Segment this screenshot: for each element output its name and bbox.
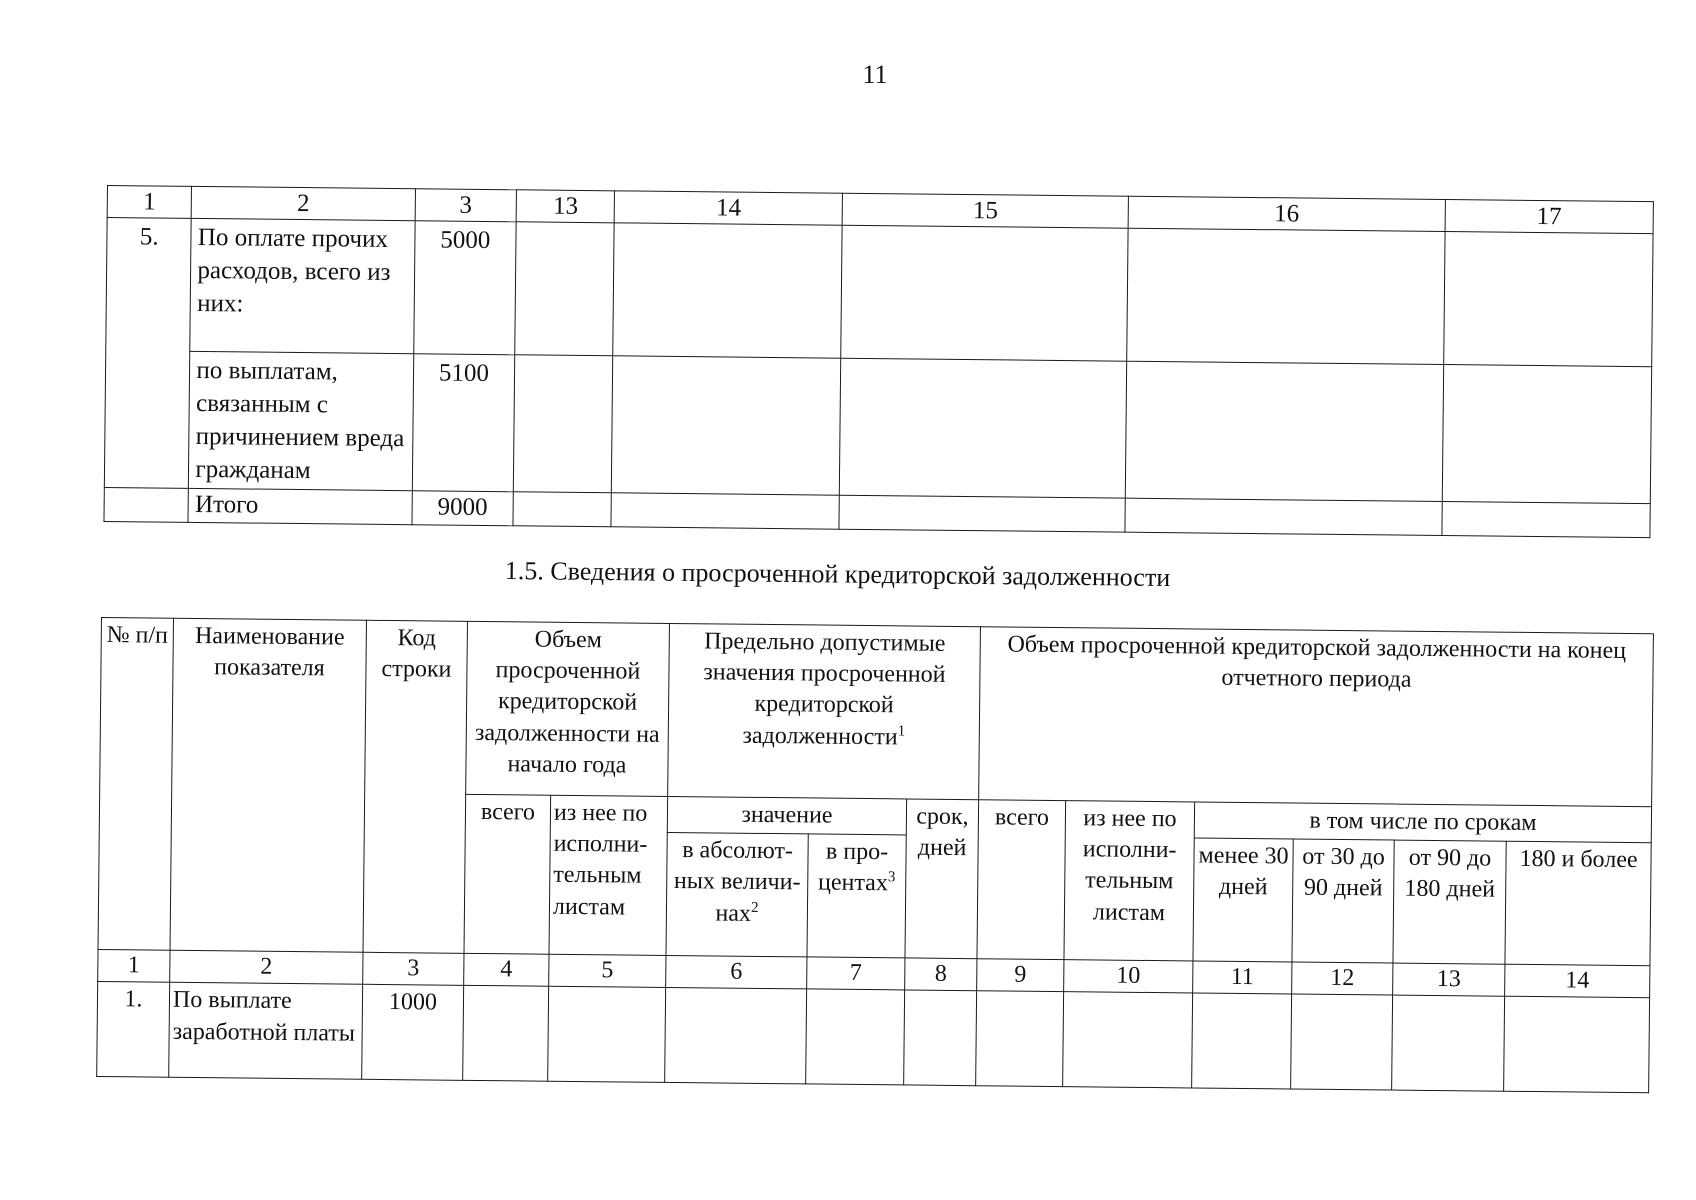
header-line-code: Код строки	[363, 620, 467, 953]
empty-cell	[1125, 498, 1442, 535]
header-value: значение	[667, 796, 906, 835]
column-number: 13	[516, 190, 615, 223]
row-name: Итого	[188, 489, 412, 525]
column-number: 3	[363, 952, 464, 985]
column-number: 2	[170, 950, 363, 984]
column-number: 3	[415, 189, 517, 222]
header-row	[100, 618, 1654, 807]
table-row	[104, 351, 1651, 504]
empty-cell	[548, 987, 666, 1083]
header-90-180: от 90 до 180 дней	[1393, 840, 1506, 964]
column-number: 14	[1505, 964, 1650, 998]
header-days: срок, дней	[905, 799, 979, 959]
empty-cell	[515, 222, 615, 356]
column-number: 1	[107, 186, 192, 219]
row-code: 1000	[362, 985, 464, 1081]
table-row	[97, 982, 1650, 1093]
empty-cell	[806, 989, 905, 1085]
header-indicator-name: Наименование показателя	[170, 618, 366, 952]
empty-cell	[1126, 361, 1444, 501]
header-terms: в том числе по срокам	[1194, 802, 1651, 843]
header-limits: Предельно допустимые значения просроченной кредиторской задолженности$^1$	[668, 623, 981, 799]
row-number: 1.	[97, 982, 170, 1078]
empty-cell	[1443, 232, 1653, 367]
header-total: всего	[464, 794, 551, 954]
row-name: По выплате заработной платы	[169, 983, 363, 1080]
expenses-table	[103, 185, 1653, 538]
empty-cell	[1291, 994, 1393, 1090]
header-30-90: от 30 до 90 дней	[1292, 839, 1394, 963]
overdue-payables-table	[96, 617, 1654, 1094]
column-number: 6	[666, 956, 807, 990]
header-total: всего	[977, 800, 1066, 960]
column-number: 2	[192, 186, 416, 221]
table-row	[106, 218, 1653, 367]
column-number: 17	[1445, 200, 1654, 234]
header-absolute: в абсолют-ных величи-нах$^2$	[666, 833, 808, 957]
empty-cell	[513, 355, 613, 493]
page-number: 11	[862, 60, 888, 89]
row-code: 5100	[412, 354, 515, 492]
empty-cell	[1504, 997, 1650, 1094]
column-number: 16	[1128, 196, 1445, 232]
column-number: 13	[1393, 963, 1505, 996]
empty-cell	[513, 492, 612, 527]
empty-cell	[976, 991, 1064, 1087]
column-number: 4	[464, 954, 549, 987]
empty-cell	[1392, 995, 1505, 1091]
empty-cell	[613, 223, 842, 358]
empty-cell	[612, 356, 841, 495]
column-number: 10	[1064, 960, 1193, 994]
header-percent: в про-центах$^3$	[807, 834, 906, 958]
empty-cell	[1127, 228, 1445, 364]
row-code: 9000	[412, 491, 514, 526]
empty-cell	[611, 493, 839, 529]
column-number: 5	[549, 954, 666, 987]
empty-cell	[1442, 365, 1652, 504]
row-name: по выплатам, связанным с причинением вреда гражданам	[189, 352, 414, 491]
empty-cell	[839, 358, 1127, 498]
row-number	[104, 488, 189, 522]
empty-cell	[841, 225, 1129, 361]
header-exec-docs: из нее по исполни-тельным листам	[549, 795, 668, 955]
row-number: 5.	[104, 218, 191, 489]
header-volume-end: Объем просроченной кредиторской задолженности на конец отчетного периода	[979, 627, 1654, 807]
header-less-30: менее 30 дней	[1193, 838, 1293, 962]
header-number: № п/п	[98, 618, 173, 951]
empty-cell	[1063, 992, 1193, 1088]
section-title: 1.5. Сведения о просроченной кредиторской задолженности	[504, 556, 1171, 592]
empty-cell	[463, 986, 549, 1082]
header-180-plus: 180 и более	[1505, 841, 1651, 966]
column-number: 14	[615, 191, 843, 226]
empty-cell	[1192, 993, 1292, 1089]
column-number: 8	[905, 958, 977, 991]
empty-cell	[665, 988, 807, 1084]
column-number: 9	[977, 959, 1064, 992]
column-number: 12	[1292, 962, 1393, 995]
header-exec-docs: из нее по исполни-тельным листам	[1064, 801, 1195, 962]
header-volume-start: Объем просроченной кредиторской задолженности на начало года	[466, 621, 670, 796]
empty-cell	[904, 990, 977, 1086]
column-number: 7	[807, 957, 905, 990]
empty-cell	[1441, 502, 1650, 538]
row-code: 5000	[413, 221, 516, 355]
row-name: По оплате прочих расходов, всего из них:	[190, 219, 415, 354]
empty-cell	[839, 495, 1126, 531]
column-number: 11	[1193, 961, 1292, 994]
column-number: 15	[842, 193, 1129, 228]
column-number: 1	[98, 950, 170, 983]
